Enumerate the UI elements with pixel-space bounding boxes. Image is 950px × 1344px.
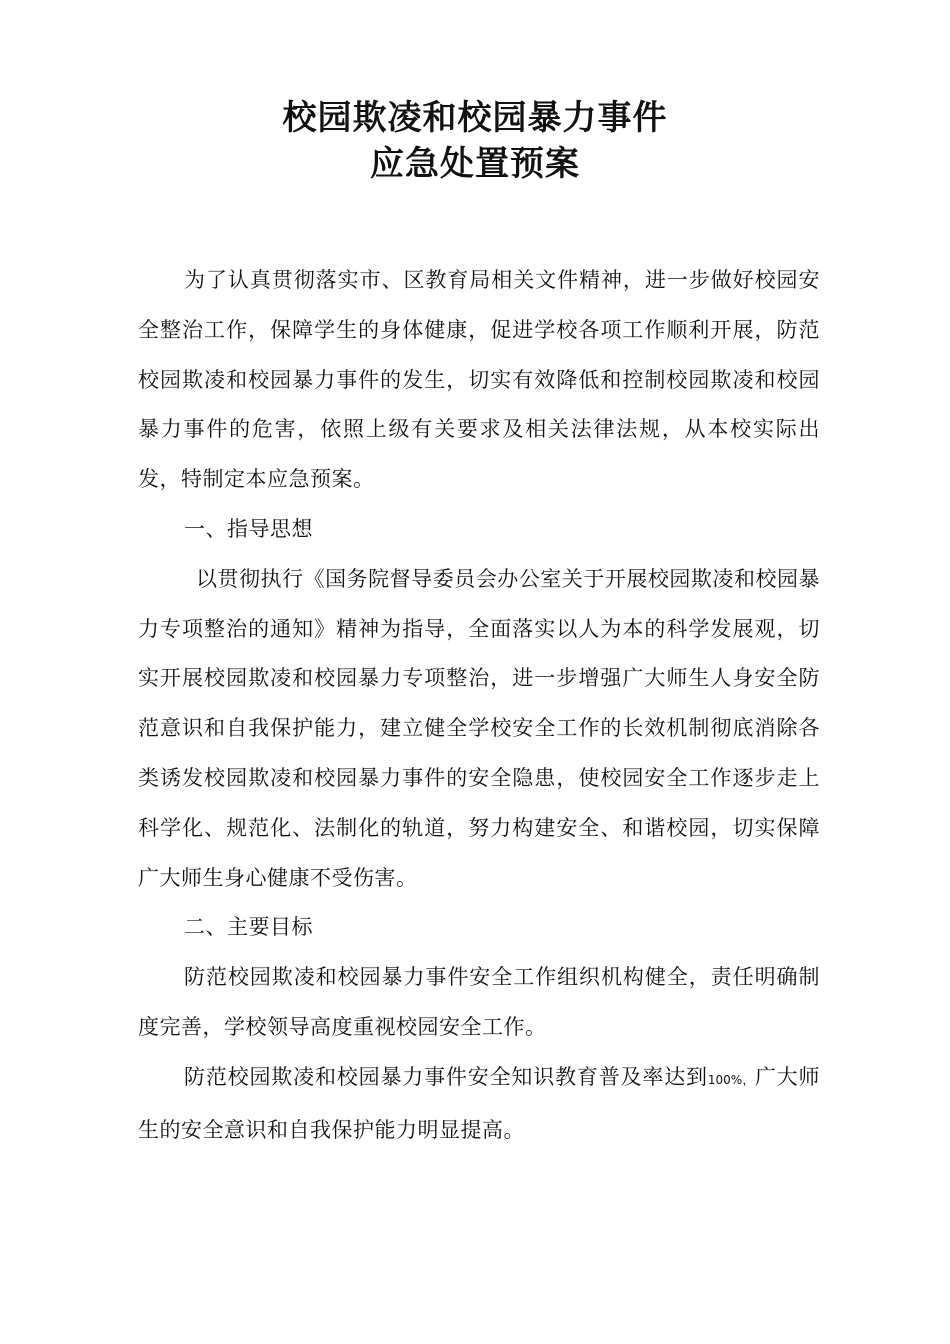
goal-2-text-after: 广大师生的安全意识和自我保护能力明显提高。	[138, 1064, 820, 1142]
document-title-line-2: 应急处置预案	[370, 144, 580, 184]
intro-paragraph: 为了认真贯彻落实市、区教育局相关文件精神，进一步做好校园安全整治工作，保障学生的身体健康，促进学校各项工作顺利开展，防范校园欺凌和校园暴力事件的发生，切实有效降低和控制校园欺凌和校园暴力事件的危害，依照上级有关要求及相关法律法规，从本校实际出发，特制定本应急预案。	[138, 268, 820, 492]
goal-2-text-before: 防范校园欺凌和校园暴力事件安全知识教育普及率达到	[184, 1064, 708, 1089]
guiding-ideology-paragraph: 以贯彻执行《国务院督导委员会办公室关于开展校园欺凌和校园暴力专项整治的通知》精神为指导，全面落实以人为本的科学发展观，切实开展校园欺凌和校园暴力专项整治，进一步增强广大师生人身安全防范意识和自我保护能力，建立健全学校安全工作的长效机制彻底消除各类诱发校园欺凌和校园暴力事件的安全隐患，使校园安全工作逐步走上科学化、规范化、法制化的轨道，努力构建安全、和谐校园，切实保障广大师生身心健康不受伤害。	[138, 566, 820, 890]
goal-2-percent: 100%，	[707, 1072, 755, 1087]
main-goals-paragraph-1: 防范校园欺凌和校园暴力事件安全工作组织机构健全，责任明确制度完善，学校领导高度重视校园安全工作。	[138, 965, 820, 1039]
document-title-line-1: 校园欺凌和校园暴力事件	[282, 98, 668, 138]
section-heading-guiding-ideology: 一、指导思想	[184, 516, 313, 541]
main-goals-paragraph-2	[138, 1053, 820, 1156]
document-body	[138, 256, 820, 1155]
section-heading-main-goals: 二、主要目标	[184, 915, 313, 940]
